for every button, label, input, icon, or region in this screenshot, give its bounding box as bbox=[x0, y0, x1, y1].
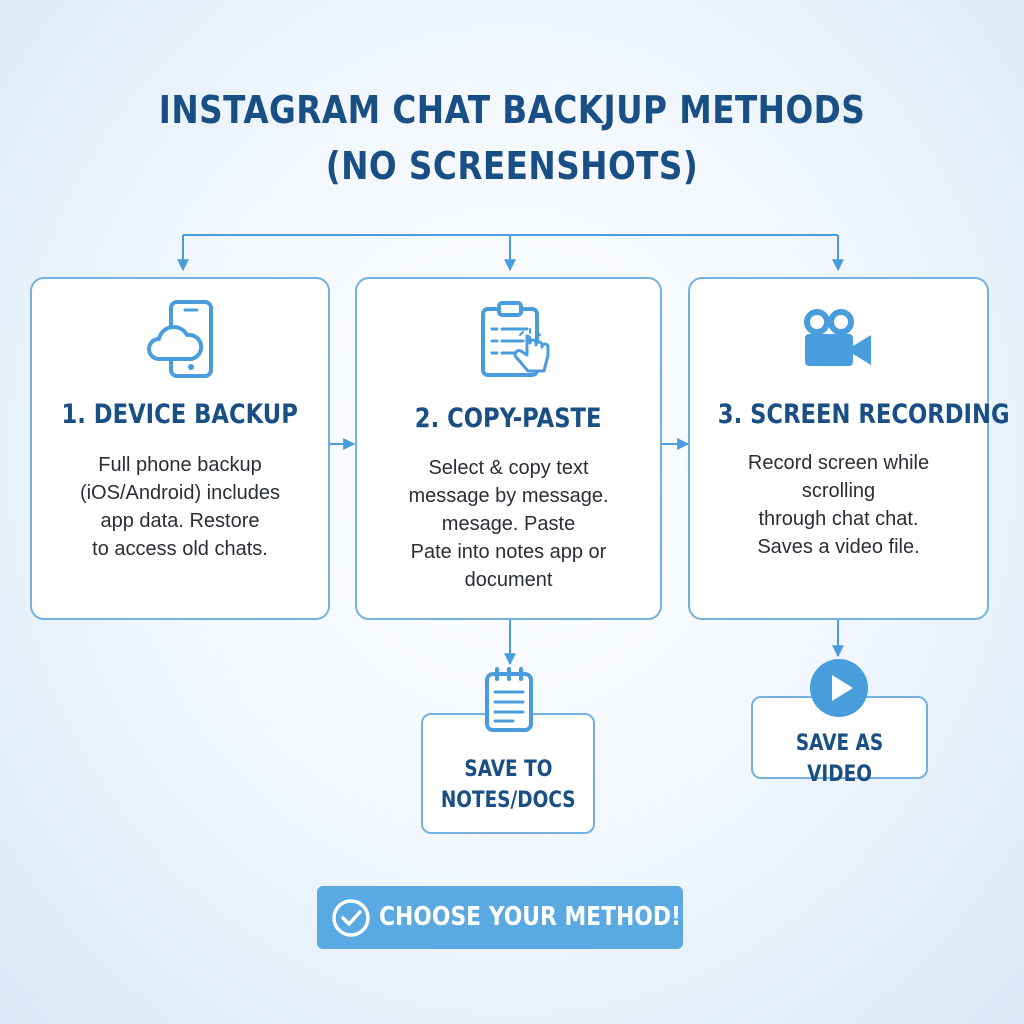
save-to-notes-line-2: NOTES/DOCS bbox=[440, 788, 576, 813]
save-as-video-label: SAVE AS VIDEO bbox=[795, 731, 884, 787]
method-description: Select & copy text message by message. mesage. Paste Pate into notes app or document bbox=[408, 457, 609, 591]
method-title: 2. COPY-PASTE bbox=[415, 403, 602, 434]
method-description: Record screen while scrolling through chat chat. Saves a video file. bbox=[747, 452, 930, 558]
method-title: 1. DEVICE BACKUP bbox=[61, 399, 299, 430]
video-camera-icon bbox=[803, 309, 875, 369]
clipboard-hand-icon bbox=[475, 299, 561, 381]
save-to-notes-line-1: SAVE TO bbox=[463, 757, 553, 782]
method-description: Full phone backup (iOS/Android) includes app data. Restore to access old chats. bbox=[79, 454, 281, 560]
phone-cloud-icon bbox=[145, 299, 217, 381]
choose-method-button[interactable] bbox=[317, 886, 683, 949]
method-card-screen-recording bbox=[688, 277, 1010, 620]
check-circle-icon bbox=[331, 898, 371, 938]
title-line-1: INSTAGRAM CHAT BACKJUP METHODS bbox=[158, 88, 866, 132]
method-card-device-backup bbox=[30, 277, 330, 620]
choose-method-label: CHOOSE YOUR METHOD! bbox=[379, 902, 681, 932]
method-title: 3. SCREEN RECORDING bbox=[717, 399, 1010, 430]
method-card-copy-paste bbox=[355, 277, 662, 620]
title-line-2: (NO SCREENSHOTS) bbox=[325, 144, 699, 188]
notepad-icon bbox=[481, 666, 537, 734]
play-icon bbox=[808, 657, 870, 719]
